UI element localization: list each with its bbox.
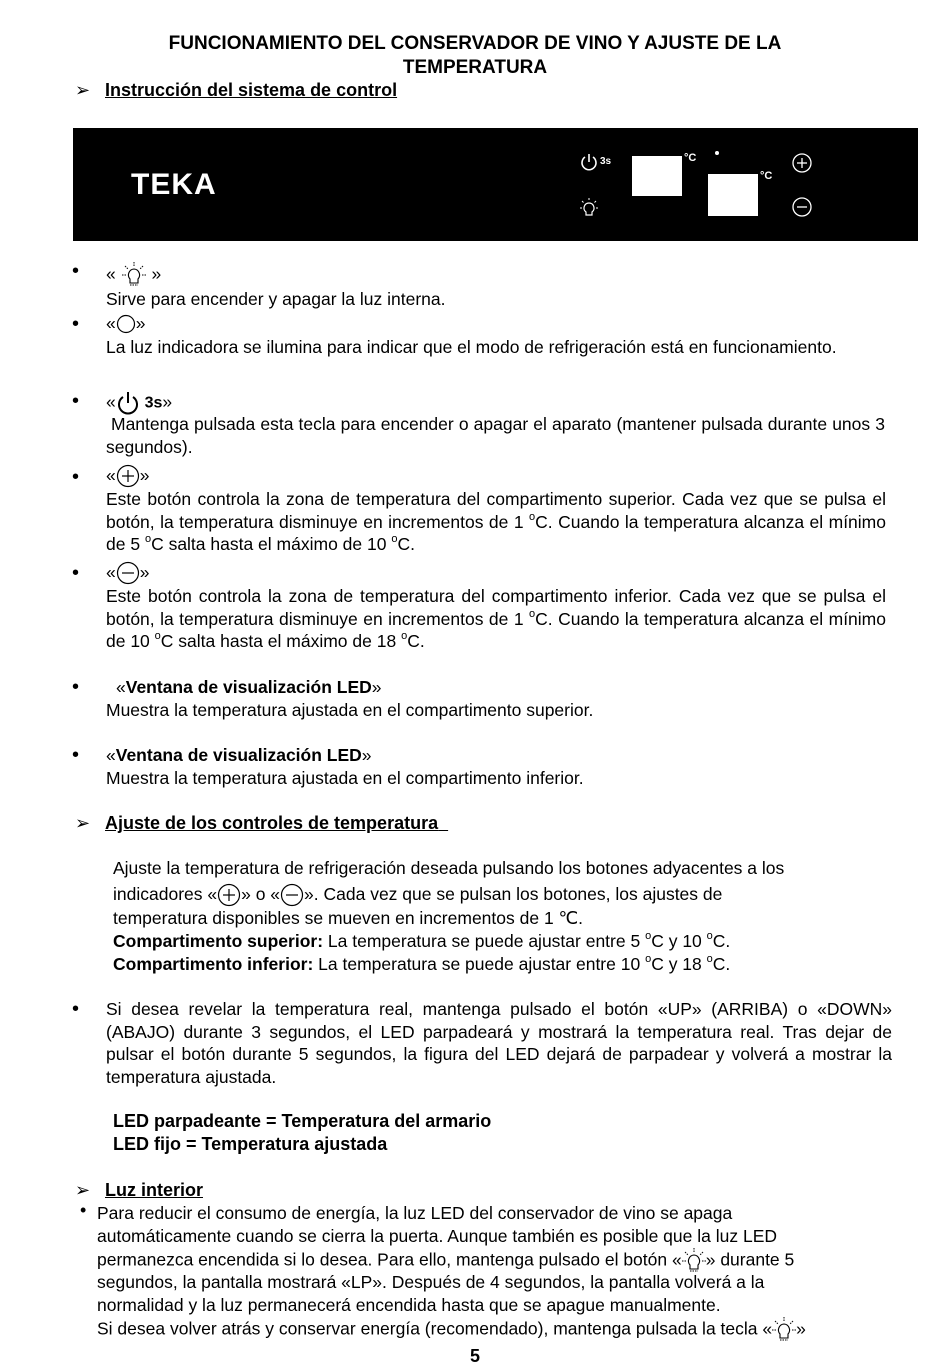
real-temperature-description: Si desea revelar la temperatura real, mantenga pulsado el botón «UP» (ARRIBA) o «DOWN» (ABAJO) durante 3 segundos, el LED parpadeará y mostrará la temperatura real. Tras dejar de pulsar el botón durante 5 segundos, la figura del LED dejará de parpadear y volverá a mostrar la temperatura ajustada. xyxy=(106,999,892,1087)
bullet-dot: • xyxy=(72,313,80,335)
item-minus-symbol: « » xyxy=(106,561,149,585)
light-line-3: permanezca encendida si lo desea. Para ello, mantenga pulsado el botón « » durante 5 xyxy=(97,1248,794,1274)
power-description: Mantenga pulsada esta tecla para encender o apagar el aparato (mantener pulsada durante unos 3 segundos). xyxy=(106,414,885,457)
unit-label-upper: °C xyxy=(684,152,697,164)
minus-icon xyxy=(116,561,140,585)
adjust-lower: Compartimento inferior: La temperatura se puede ajustar entre 10 $^o$C y 18 $^o$C. xyxy=(113,953,731,974)
item-plus-symbol: « » xyxy=(106,464,149,488)
plus-icon xyxy=(217,883,241,907)
lightbulb-icon xyxy=(579,198,599,220)
page-number: 5 xyxy=(469,1346,480,1366)
power-icon xyxy=(579,152,599,172)
minus-description: Este botón controla la zona de temperatura del compartimento inferior. Cada vez que se pulsa el botón, la temperatura disminuye en incrementos de 1 $^o$C. Cuando la temperatura alcanza el mínimo de 10 $^o$C salta hasta el máximo de 18 $^o$C. xyxy=(106,586,886,651)
adjust-upper: Compartimento superior: La temperatura se puede ajustar entre 5 $^o$C y 10 $^o$C. xyxy=(113,930,731,951)
bullet-dot: • xyxy=(72,390,80,412)
led-blink-note: LED parpadeante = Temperatura del armario xyxy=(113,1111,492,1131)
bullet-dot: • xyxy=(72,260,80,282)
light-line-2: automáticamente cuando se cierra la puerta. Aunque también es posible que la luz LED xyxy=(97,1226,778,1246)
adjust-line-1: Ajuste la temperatura de refrigeración deseada pulsando los botones adyacentes a los xyxy=(113,858,785,878)
light-line-1: Para reducir el consumo de energía, la luz LED del conservador de vino se apaga xyxy=(97,1203,733,1223)
bullet-dot: • xyxy=(72,562,80,584)
page-title-line2: TEMPERATURA xyxy=(402,57,548,78)
item-lightbulb-symbol: « » xyxy=(106,262,161,288)
bullet-dot: • xyxy=(72,744,80,766)
bullet-dot: • xyxy=(72,676,80,698)
indicator-description: La luz indicadora se ilumina para indicar que el modo de refrigeración está en funcionamiento. xyxy=(106,337,837,357)
led-lower-description: Muestra la temperatura ajustada en el compartimento inferior. xyxy=(106,768,584,788)
power-hold-label: 3s xyxy=(600,156,612,167)
item-power-symbol: « 3s» xyxy=(106,390,172,416)
led-upper-title: «Ventana de visualización LED» xyxy=(116,677,382,697)
led-display-lower xyxy=(708,174,758,216)
led-upper-description: Muestra la temperatura ajustada en el compartimento superior. xyxy=(106,700,594,720)
unit-label-lower: °C xyxy=(760,170,773,182)
lightbulb-icon xyxy=(772,1317,796,1343)
led-fixed-note: LED fijo = Temperatura ajustada xyxy=(113,1134,388,1154)
bullet-dot: • xyxy=(72,466,80,488)
led-lower-title: «Ventana de visualización LED» xyxy=(106,745,372,765)
adjust-line-3: temperatura disponibles se mueven en incrementos de 1 ℃. xyxy=(113,908,584,928)
bullet-dot: • xyxy=(80,1200,87,1220)
light-line-6: Si desea volver atrás y conservar energía (recomendado), mantenga pulsada la tecla « » xyxy=(97,1317,806,1343)
light-line-4: segundos, la pantalla mostrará «LP». Después de 4 segundos, la pantalla volverá a la xyxy=(97,1272,765,1292)
section-heading-control: ➢ Instrucción del sistema de control xyxy=(75,80,398,100)
plus-icon xyxy=(116,464,140,488)
indicator-dot xyxy=(715,151,719,155)
item-indicator-symbol: « » xyxy=(106,313,146,333)
bullet-dot: • xyxy=(72,998,80,1020)
lightbulb-icon xyxy=(121,262,147,288)
brand-logo: TEKA xyxy=(131,168,217,201)
section-heading-light: ➢ Luz interior xyxy=(75,1180,203,1200)
light-line-5: normalidad y la luz permanecerá encendida hasta que se apague manualmente. xyxy=(97,1295,721,1315)
minus-icon xyxy=(280,883,304,907)
minus-icon[interactable] xyxy=(791,196,813,218)
adjust-line-2: indicadores « » o « ». Cada vez que se pulsan los botones, los ajustes de xyxy=(113,883,722,907)
arrow-icon: ➢ xyxy=(75,813,91,833)
section-heading-adjust: ➢ Ajuste de los controles de temperatura xyxy=(75,813,439,833)
circle-indicator-icon xyxy=(116,314,136,334)
led-display-upper xyxy=(632,156,682,196)
plus-icon[interactable] xyxy=(791,152,813,174)
control-panel-image xyxy=(73,128,918,241)
page-title: FUNCIONAMIENTO DEL CONSERVADOR DE VINO Y AJUSTE DE LA xyxy=(168,33,782,54)
plus-description: Este botón controla la zona de temperatura del compartimento superior. Cada vez que se pulsa el botón, la temperatura disminuye en incrementos de 1 $^o$C. Cuando la temperatura alcanza el mínimo de 5 $^o$C salta hasta el máximo de 10 $^o$C. xyxy=(106,489,886,554)
arrow-icon: ➢ xyxy=(75,1180,91,1200)
lightbulb-description: Sirve para encender y apagar la luz interna. xyxy=(106,289,446,309)
arrow-icon: ➢ xyxy=(75,80,91,100)
